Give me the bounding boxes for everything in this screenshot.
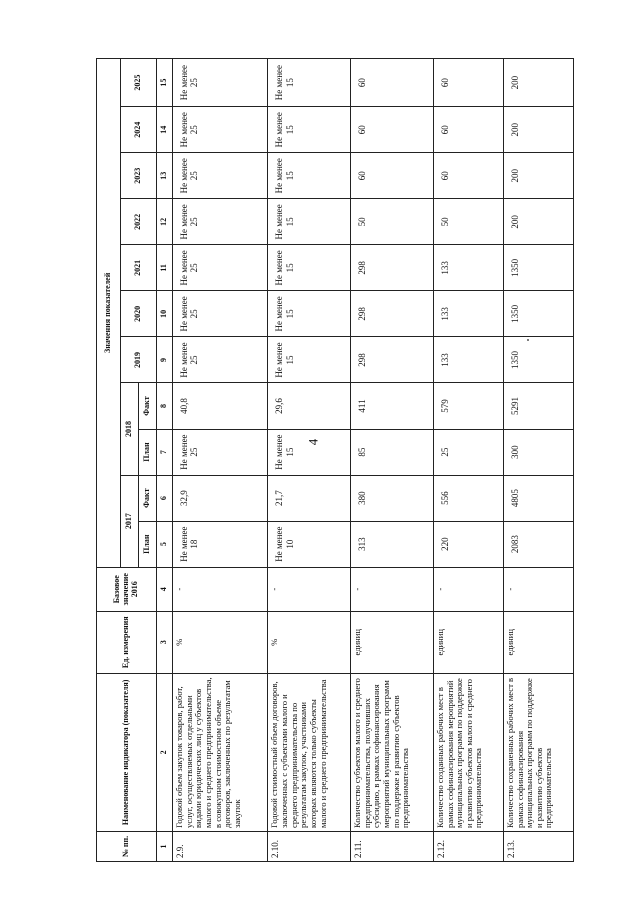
value-cell: Не менее 15 (268, 199, 351, 245)
col-number: 13 (157, 153, 173, 199)
value-cell: 60 (351, 107, 434, 153)
value-cell: 29,6 (268, 383, 351, 429)
base-cell: - (173, 567, 268, 611)
value-cell: 2083 (503, 521, 573, 567)
header-year-2017: 2017 (121, 475, 139, 567)
col-number: 2 (157, 673, 173, 831)
value-cell: 60 (351, 153, 434, 199)
col-number: 1 (157, 831, 173, 861)
header-plan-2018: План (139, 429, 157, 475)
value-cell: Не менее 15 (268, 337, 351, 383)
value-cell: 1350 (503, 291, 573, 337)
header-year-2019: 2019 (121, 337, 157, 383)
value-cell: 411 (351, 383, 434, 429)
unit-cell: % (268, 611, 351, 673)
value-cell: 50 (351, 199, 434, 245)
header-base: Базовое значение 2016 (97, 567, 157, 611)
value-cell: 60 (433, 59, 503, 107)
col-number: 7 (157, 429, 173, 475)
value-cell: 200 (503, 199, 573, 245)
value-cell: 313 (351, 521, 434, 567)
row-number: 2.13. (503, 831, 573, 861)
column-number-row (157, 59, 173, 862)
value-cell: 21,7 (268, 475, 351, 521)
col-number: 3 (157, 611, 173, 673)
table-row (173, 59, 268, 862)
value-cell: Не менее 15 (268, 153, 351, 199)
rotated-table-container (96, 58, 574, 862)
value-cell: Не менее 25 (173, 107, 268, 153)
value-cell: Не менее 15 (268, 107, 351, 153)
indicator-name: Количество сохраненных рабочих мест в рамках софинансирования муниципальных программ по поддержке и развитию субъектов предпринимательства (503, 673, 573, 831)
unit-cell: единиц (351, 611, 434, 673)
page-number: 4 (305, 438, 321, 446)
value-cell: Не менее 15 (268, 59, 351, 107)
base-cell: - (351, 567, 434, 611)
table-row (433, 59, 503, 862)
value-cell: 380 (351, 475, 434, 521)
indicator-name: Количество субъектов малого и среднего предпринимательства, получивших субсидию, в рамках софинансирования мероприятий муниципальных программ по поддержке и развитию субъектов предпринимательства (351, 673, 434, 831)
value-cell: 85 (351, 429, 434, 475)
row-number: 2.12. (433, 831, 503, 861)
header-year-2025: 2025 (121, 59, 157, 107)
indicators-table (96, 58, 574, 862)
value-cell: 133 (433, 337, 503, 383)
header-no: № пп. (97, 831, 157, 861)
col-number: 12 (157, 199, 173, 245)
header-unit: Ед. измерения (97, 611, 157, 673)
unit-cell: единиц (503, 611, 573, 673)
value-cell: Не менее 15 (268, 429, 351, 475)
value-cell: Не менее 25 (173, 245, 268, 291)
col-number: 14 (157, 107, 173, 153)
row-number: 2.9. (173, 831, 268, 861)
value-cell: Не менее 10 (268, 521, 351, 567)
value-cell: 5291 (503, 383, 573, 429)
col-number: 10 (157, 291, 173, 337)
value-cell: Не менее 25 (173, 153, 268, 199)
value-cell: 133 (433, 245, 503, 291)
value-cell: 300 (503, 429, 573, 475)
indicator-name: Годовой стоимостный объем договоров, заключенных с субъектами малого и среднего предпринимательства по результатам закупок, участниками которых являются только субъекты малого и среднего предпринимательства (268, 673, 351, 831)
value-cell: 4805 (503, 475, 573, 521)
header-name: Наименование индикатора (показателя) (97, 673, 157, 831)
value-cell: 40,8 (173, 383, 268, 429)
header-year-2018: 2018 (121, 383, 139, 475)
base-cell: - (503, 567, 573, 611)
row-number: 2.11. (351, 831, 434, 861)
value-cell: Не менее 25 (173, 429, 268, 475)
col-number: 4 (157, 567, 173, 611)
value-cell: 556 (433, 475, 503, 521)
value-cell: 220 (433, 521, 503, 567)
value-cell: 1350 (503, 337, 573, 383)
value-cell: 298 (351, 245, 434, 291)
header-fact-2018: Факт (139, 383, 157, 429)
value-cell: Не менее 15 (268, 291, 351, 337)
header-year-2020: 2020 (121, 291, 157, 337)
header-year-2022: 2022 (121, 199, 157, 245)
col-number: 6 (157, 475, 173, 521)
value-cell: 579 (433, 383, 503, 429)
row-number: 2.10. (268, 831, 351, 861)
header-plan-2017: План (139, 521, 157, 567)
col-number: 8 (157, 383, 173, 429)
value-cell: Не менее 25 (173, 291, 268, 337)
indicator-name: Годовой объем закупок товаров, работ, услуг, осуществляемых отдельными видами юридических лиц у субъектов малого и среднего предпринимательства, в совокупном стоимостном объеме договоров, заключенных по результатам закупок (173, 673, 268, 831)
header-year-2021: 2021 (121, 245, 157, 291)
value-cell: 60 (433, 107, 503, 153)
table-rotated (96, 58, 574, 862)
value-cell: 200 (503, 107, 573, 153)
value-cell: 25 (433, 429, 503, 475)
value-cell: Не менее 25 (173, 59, 268, 107)
header-year-2023: 2023 (121, 153, 157, 199)
base-cell: - (268, 567, 351, 611)
unit-cell: единиц (433, 611, 503, 673)
header-year-2024: 2024 (121, 107, 157, 153)
indicator-name: Количество созданных рабочих мест в рамках софинансирования мероприятий муниципальных программ по поддержке и развитию субъектов малого и среднего предпринимательства (433, 673, 503, 831)
col-number: 5 (157, 521, 173, 567)
value-cell: 200 (503, 59, 573, 107)
value-cell: Не менее 15 (268, 245, 351, 291)
table-row (351, 59, 434, 862)
table-row (268, 59, 351, 862)
value-cell: Не менее 25 (173, 199, 268, 245)
base-cell: - (433, 567, 503, 611)
value-cell: 60 (351, 59, 434, 107)
table-row (503, 59, 573, 862)
value-cell: 60 (433, 153, 503, 199)
value-cell: 200 (503, 153, 573, 199)
col-number: 11 (157, 245, 173, 291)
header-fact-2017: Факт (139, 475, 157, 521)
header-values: Значения показателей (97, 59, 121, 568)
value-cell: Не менее 18 (173, 521, 268, 567)
unit-cell: % (173, 611, 268, 673)
value-cell: Не менее 25 (173, 337, 268, 383)
col-number: 9 (157, 337, 173, 383)
value-cell: 298 (351, 291, 434, 337)
value-cell: 133 (433, 291, 503, 337)
value-cell: 1350 (503, 245, 573, 291)
col-number: 15 (157, 59, 173, 107)
value-cell: 50 (433, 199, 503, 245)
value-cell: 32,9 (173, 475, 268, 521)
value-cell: 298 (351, 337, 434, 383)
